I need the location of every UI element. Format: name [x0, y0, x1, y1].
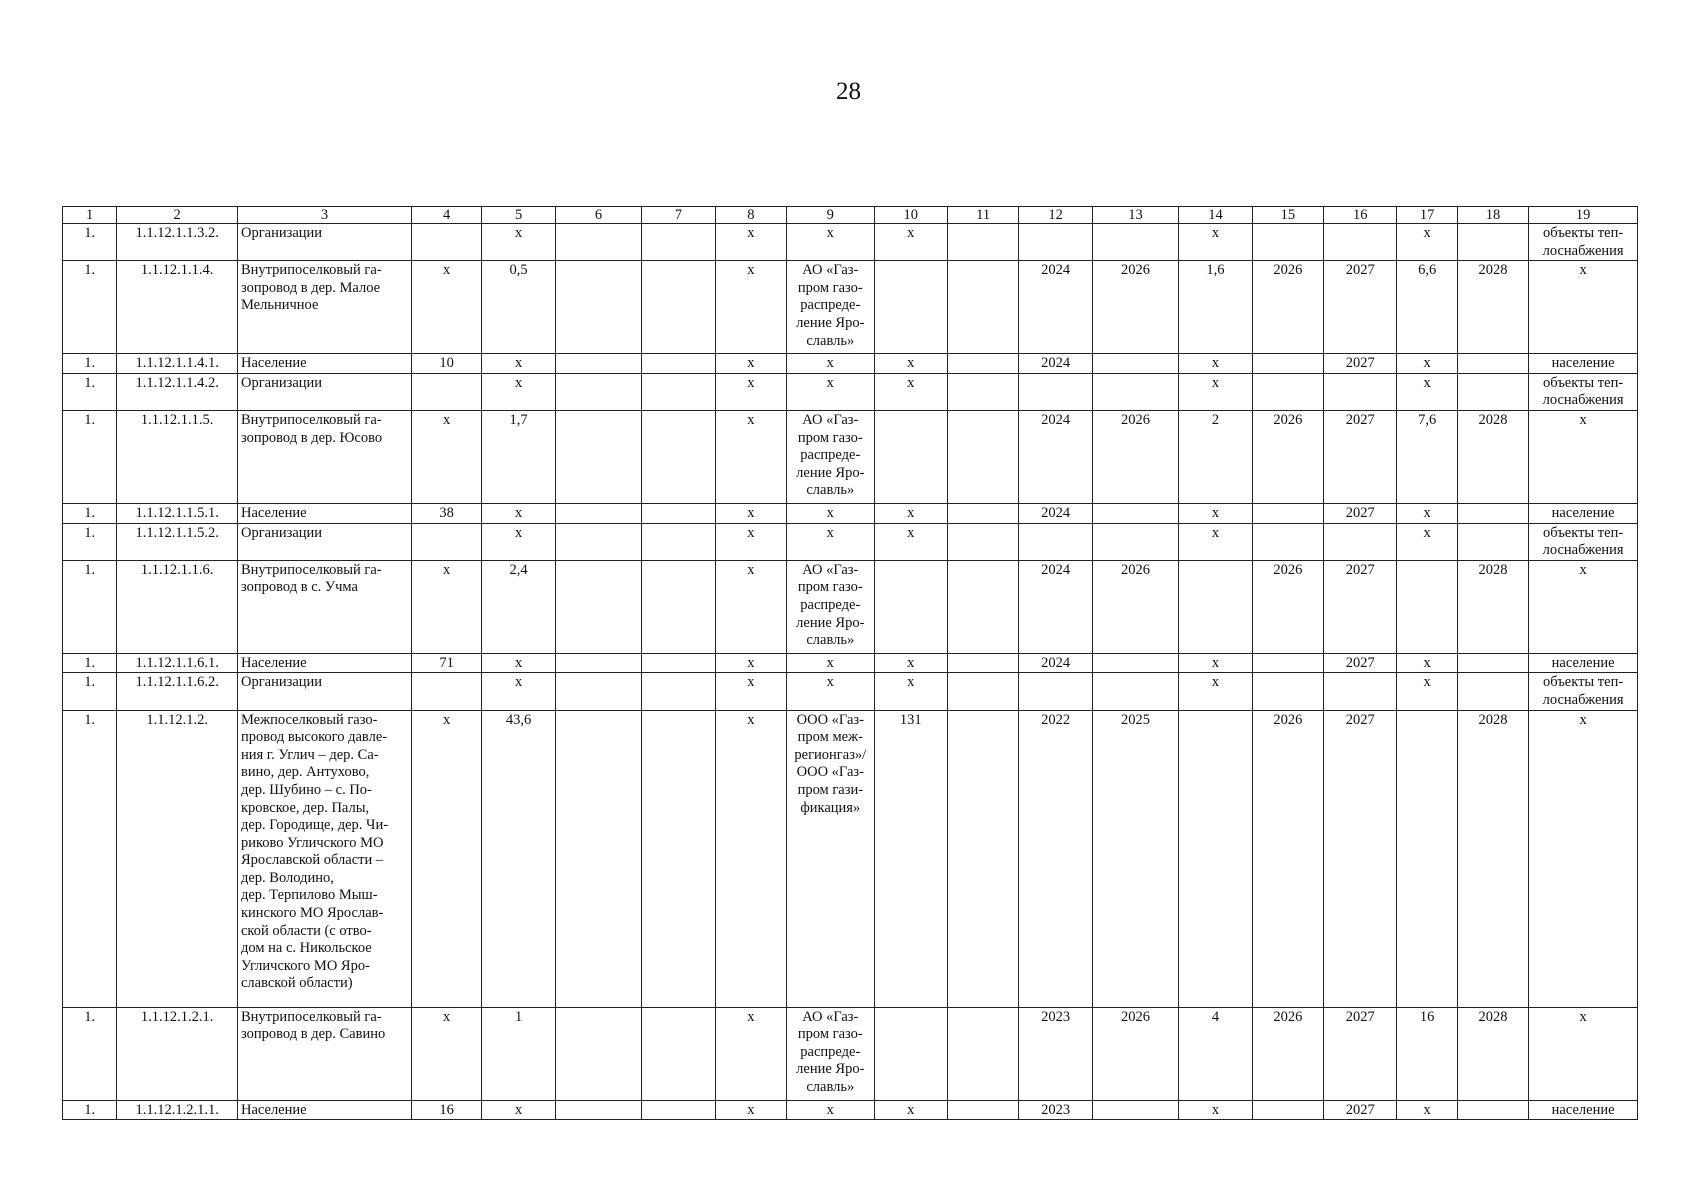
column-header: 2: [117, 207, 238, 224]
table-row: [63, 503, 1638, 523]
column-header: 10: [874, 207, 947, 224]
table-cell: 2026: [1252, 710, 1323, 1007]
table-cell: 1.1.12.1.2.1.1.: [117, 1100, 238, 1120]
table-cell: x: [411, 261, 481, 354]
table-cell: [555, 503, 641, 523]
table-cell: x: [715, 673, 786, 710]
table-cell: x: [787, 354, 874, 374]
table-cell: [642, 224, 715, 261]
column-header: 19: [1529, 207, 1638, 224]
table-cell: [411, 673, 481, 710]
table-cell: [1092, 224, 1178, 261]
table-cell: [555, 1100, 641, 1120]
table-cell: 2: [1179, 410, 1252, 503]
table-cell: 1.1.12.1.1.5.2.: [117, 523, 238, 560]
table-cell: x: [787, 503, 874, 523]
table-cell: [1019, 224, 1092, 261]
table-cell: Население: [237, 354, 411, 374]
column-header: 7: [642, 207, 715, 224]
table-cell: x: [787, 653, 874, 673]
table-cell: [1457, 523, 1528, 560]
table-cell: x: [715, 373, 786, 410]
column-header: 13: [1092, 207, 1178, 224]
table-cell: 2027: [1324, 503, 1397, 523]
table-cell: x: [482, 523, 555, 560]
column-header: 3: [237, 207, 411, 224]
table-cell: Организации: [237, 224, 411, 261]
table-cell: [1092, 523, 1178, 560]
table-cell: 2025: [1092, 710, 1178, 1007]
table-cell: [1324, 523, 1397, 560]
page-number: 28: [836, 78, 861, 105]
table-cell: x: [1397, 224, 1457, 261]
table-cell: [1457, 673, 1528, 710]
table-cell: 1.: [63, 710, 117, 1007]
table-row: [63, 373, 1638, 410]
table-cell: x: [715, 710, 786, 1007]
table-cell: x: [874, 523, 947, 560]
table-cell: 2027: [1324, 410, 1397, 503]
table-row: [63, 354, 1638, 374]
table-cell: [947, 673, 1018, 710]
table-row: [63, 410, 1638, 503]
table-cell: x: [1179, 354, 1252, 374]
table-cell: x: [482, 653, 555, 673]
table-cell: 71: [411, 653, 481, 673]
table-cell: [1324, 673, 1397, 710]
table-cell: [642, 1007, 715, 1100]
table-cell: [1019, 673, 1092, 710]
table-cell: Внутрипоселковый га- зопровод в дер. Юсово: [237, 410, 411, 503]
table-cell: [555, 261, 641, 354]
table-cell: [642, 261, 715, 354]
table-cell: население: [1529, 1100, 1638, 1120]
table-cell: 2026: [1092, 560, 1178, 653]
table-cell: 1.: [63, 373, 117, 410]
table-cell: [642, 373, 715, 410]
table-cell: 2022: [1019, 710, 1092, 1007]
table-cell: Население: [237, 1100, 411, 1120]
table-cell: население: [1529, 354, 1638, 374]
table-cell: x: [715, 410, 786, 503]
table-cell: x: [715, 653, 786, 673]
table-cell: 1.: [63, 224, 117, 261]
table-cell: [1252, 354, 1323, 374]
table-cell: [1252, 224, 1323, 261]
table-cell: 1.1.12.1.1.6.2.: [117, 673, 238, 710]
table-cell: x: [715, 354, 786, 374]
table-cell: 1.1.12.1.2.1.: [117, 1007, 238, 1100]
table-cell: 7,6: [1397, 410, 1457, 503]
table-cell: [947, 224, 1018, 261]
table-cell: x: [1397, 523, 1457, 560]
table-row: [63, 710, 1638, 1007]
table-cell: 1.1.12.1.1.4.: [117, 261, 238, 354]
table-cell: [1252, 503, 1323, 523]
table-cell: [947, 1007, 1018, 1100]
table-cell: 1.: [63, 1007, 117, 1100]
table-cell: x: [482, 224, 555, 261]
table-cell: [1457, 224, 1528, 261]
table-cell: [642, 673, 715, 710]
table-cell: 2027: [1324, 354, 1397, 374]
table-cell: 131: [874, 710, 947, 1007]
table-cell: x: [787, 523, 874, 560]
table-cell: [1457, 354, 1528, 374]
table-cell: x: [1529, 560, 1638, 653]
table-cell: Внутрипоселковый га- зопровод в с. Учма: [237, 560, 411, 653]
table-cell: [947, 373, 1018, 410]
table-cell: x: [411, 710, 481, 1007]
table-cell: 2028: [1457, 1007, 1528, 1100]
table-cell: [555, 373, 641, 410]
table-cell: x: [715, 523, 786, 560]
table-cell: [555, 560, 641, 653]
table-cell: население: [1529, 503, 1638, 523]
column-header: 9: [787, 207, 874, 224]
table-cell: [1397, 710, 1457, 1007]
table-cell: [947, 523, 1018, 560]
table-cell: x: [411, 560, 481, 653]
table-cell: Население: [237, 503, 411, 523]
table-row: [63, 224, 1638, 261]
table-cell: [1092, 503, 1178, 523]
table-row: [63, 1100, 1638, 1120]
table-cell: [1457, 653, 1528, 673]
table-cell: x: [1397, 503, 1457, 523]
table-cell: Межпоселковый газо- провод высокого давле- ния г. Углич – дер. Са- вино, дер. Антухово, дер. Шубино – с. По- кровское, дер. Палы, дер. Городище, дер. Чи- риково Угличского МО Ярославской области – дер. Володино, дер. Терпилово Мыш- кинского МО Ярослав- ской области (с отво- дом на с. Никольское Угличского МО Яро- славской области): [237, 710, 411, 1007]
table-cell: x: [787, 673, 874, 710]
table-cell: Внутрипоселковый га- зопровод в дер. Малое Мельничное: [237, 261, 411, 354]
table-cell: x: [1529, 410, 1638, 503]
table-cell: x: [1179, 523, 1252, 560]
column-header: 6: [555, 207, 641, 224]
header-row: [63, 207, 1638, 224]
table-cell: 1.: [63, 261, 117, 354]
table-cell: 2026: [1252, 560, 1323, 653]
table-cell: [1179, 710, 1252, 1007]
table-cell: 2026: [1092, 1007, 1178, 1100]
table-cell: [947, 354, 1018, 374]
table-cell: 1.1.12.1.2.: [117, 710, 238, 1007]
table-cell: x: [411, 410, 481, 503]
table-cell: 1,6: [1179, 261, 1252, 354]
table-cell: 1.1.12.1.1.6.1.: [117, 653, 238, 673]
table-cell: 2024: [1019, 410, 1092, 503]
table-cell: [1252, 523, 1323, 560]
table-cell: [1092, 673, 1178, 710]
table-cell: [1324, 373, 1397, 410]
table-cell: x: [715, 560, 786, 653]
table-cell: [555, 354, 641, 374]
table-cell: 2024: [1019, 560, 1092, 653]
table-cell: [555, 673, 641, 710]
table-cell: x: [1397, 1100, 1457, 1120]
table-cell: 2,4: [482, 560, 555, 653]
table-cell: x: [411, 1007, 481, 1100]
table-cell: x: [787, 373, 874, 410]
table-cell: [1252, 1100, 1323, 1120]
table-cell: 2028: [1457, 560, 1528, 653]
table-cell: [642, 410, 715, 503]
table-cell: 2027: [1324, 1100, 1397, 1120]
column-header: 5: [482, 207, 555, 224]
table-cell: [1092, 354, 1178, 374]
table-cell: [1092, 373, 1178, 410]
table-cell: [874, 410, 947, 503]
table-cell: 2024: [1019, 261, 1092, 354]
column-header: 14: [1179, 207, 1252, 224]
table-cell: 2027: [1324, 710, 1397, 1007]
table-cell: [642, 560, 715, 653]
table-cell: 2023: [1019, 1100, 1092, 1120]
table-cell: 2027: [1324, 653, 1397, 673]
column-header: 15: [1252, 207, 1323, 224]
table-cell: x: [482, 673, 555, 710]
table-cell: 1.1.12.1.1.4.1.: [117, 354, 238, 374]
table-cell: 1.1.12.1.1.5.: [117, 410, 238, 503]
table-cell: 16: [411, 1100, 481, 1120]
table-cell: 2028: [1457, 261, 1528, 354]
table-cell: [1324, 224, 1397, 261]
table-cell: 1,7: [482, 410, 555, 503]
table-cell: 2027: [1324, 560, 1397, 653]
table-row: [63, 1007, 1638, 1100]
table-cell: x: [715, 224, 786, 261]
table-cell: 1.: [63, 673, 117, 710]
table-cell: x: [1179, 224, 1252, 261]
table-cell: 1.: [63, 560, 117, 653]
table-cell: [555, 410, 641, 503]
table-cell: Внутрипоселковый га- зопровод в дер. Савино: [237, 1007, 411, 1100]
table-cell: 16: [1397, 1007, 1457, 1100]
table-cell: x: [482, 1100, 555, 1120]
table-cell: 2028: [1457, 410, 1528, 503]
table-row: [63, 653, 1638, 673]
table-cell: x: [715, 1100, 786, 1120]
table-cell: x: [715, 1007, 786, 1100]
table-cell: [642, 710, 715, 1007]
table-cell: [555, 224, 641, 261]
table-cell: 38: [411, 503, 481, 523]
table-cell: [642, 503, 715, 523]
table-cell: 2026: [1252, 261, 1323, 354]
table-cell: 1: [482, 1007, 555, 1100]
table-cell: [1252, 373, 1323, 410]
data-table: [62, 206, 1638, 1120]
table-cell: [1179, 560, 1252, 653]
table-cell: [947, 653, 1018, 673]
table-cell: 2026: [1092, 261, 1178, 354]
table-cell: [555, 523, 641, 560]
table-cell: 2028: [1457, 710, 1528, 1007]
table-cell: [947, 503, 1018, 523]
table-row: [63, 560, 1638, 653]
table-cell: АО «Газ- пром газо- распреде- ление Яро- славль»: [787, 1007, 874, 1100]
table-cell: [411, 373, 481, 410]
table-cell: x: [874, 224, 947, 261]
table-cell: [642, 1100, 715, 1120]
table-cell: x: [874, 354, 947, 374]
table-cell: 1.: [63, 653, 117, 673]
table-cell: 1.1.12.1.1.4.2.: [117, 373, 238, 410]
table-row: [63, 523, 1638, 560]
table-cell: x: [1397, 653, 1457, 673]
table-cell: 2024: [1019, 354, 1092, 374]
table-cell: АО «Газ- пром газо- распреде- ление Яро- славль»: [787, 261, 874, 354]
table-cell: x: [1179, 1100, 1252, 1120]
table-cell: x: [874, 373, 947, 410]
table-cell: [947, 1100, 1018, 1120]
table-cell: 2027: [1324, 1007, 1397, 1100]
table-cell: объекты теп- лоснабжения: [1529, 673, 1638, 710]
table-cell: x: [874, 503, 947, 523]
table-cell: [1092, 1100, 1178, 1120]
table-cell: 1.1.12.1.1.6.: [117, 560, 238, 653]
table-cell: [1252, 653, 1323, 673]
table-cell: x: [1179, 653, 1252, 673]
table-cell: [642, 653, 715, 673]
table-cell: x: [787, 224, 874, 261]
table-cell: [874, 1007, 947, 1100]
table-cell: объекты теп- лоснабжения: [1529, 373, 1638, 410]
table-cell: Организации: [237, 523, 411, 560]
table-cell: 2027: [1324, 261, 1397, 354]
table-cell: [642, 354, 715, 374]
table-cell: 2023: [1019, 1007, 1092, 1100]
table-cell: [1252, 673, 1323, 710]
table-cell: [1019, 523, 1092, 560]
table-cell: 1.1.12.1.1.3.2.: [117, 224, 238, 261]
table-cell: x: [1397, 673, 1457, 710]
table-cell: x: [715, 261, 786, 354]
table-cell: 2026: [1252, 410, 1323, 503]
table-cell: x: [787, 1100, 874, 1120]
table-cell: [874, 560, 947, 653]
table-cell: x: [482, 503, 555, 523]
column-header: 1: [63, 207, 117, 224]
table-cell: x: [482, 354, 555, 374]
table-cell: 1.1.12.1.1.5.1.: [117, 503, 238, 523]
table-cell: [1457, 373, 1528, 410]
table-cell: [411, 224, 481, 261]
table-cell: x: [1397, 354, 1457, 374]
table-row: [63, 261, 1638, 354]
table-cell: [642, 523, 715, 560]
table-cell: [1019, 373, 1092, 410]
table-cell: 1.: [63, 410, 117, 503]
table-cell: Организации: [237, 673, 411, 710]
table-cell: [947, 261, 1018, 354]
table-cell: АО «Газ- пром газо- распреде- ление Яро- славль»: [787, 410, 874, 503]
table-row: [63, 673, 1638, 710]
table-cell: 0,5: [482, 261, 555, 354]
table-cell: [1457, 503, 1528, 523]
table-cell: 6,6: [1397, 261, 1457, 354]
column-header: 12: [1019, 207, 1092, 224]
table-cell: 2024: [1019, 503, 1092, 523]
table-cell: x: [1397, 373, 1457, 410]
table-cell: x: [874, 653, 947, 673]
table-cell: x: [715, 503, 786, 523]
column-header: 16: [1324, 207, 1397, 224]
column-header: 17: [1397, 207, 1457, 224]
table-cell: объекты теп- лоснабжения: [1529, 523, 1638, 560]
table-cell: 4: [1179, 1007, 1252, 1100]
table-body: [63, 224, 1638, 1120]
table-cell: x: [874, 1100, 947, 1120]
table-cell: x: [1529, 710, 1638, 1007]
table-cell: Организации: [237, 373, 411, 410]
table-cell: [555, 653, 641, 673]
table-cell: [874, 261, 947, 354]
table-cell: [947, 710, 1018, 1007]
table-cell: 43,6: [482, 710, 555, 1007]
table-cell: [1457, 1100, 1528, 1120]
table-cell: x: [1179, 673, 1252, 710]
table-cell: [947, 560, 1018, 653]
table-cell: [555, 710, 641, 1007]
table-cell: 1.: [63, 354, 117, 374]
table-cell: Население: [237, 653, 411, 673]
column-header: 11: [947, 207, 1018, 224]
table-cell: x: [1529, 261, 1638, 354]
column-header: 8: [715, 207, 786, 224]
column-header: 4: [411, 207, 481, 224]
table-cell: 2024: [1019, 653, 1092, 673]
table-cell: 2026: [1252, 1007, 1323, 1100]
table-cell: население: [1529, 653, 1638, 673]
table-cell: ООО «Газ- пром меж- регионгаз»/ ООО «Газ- пром гази- фикация»: [787, 710, 874, 1007]
table-cell: x: [1529, 1007, 1638, 1100]
table-cell: x: [1179, 503, 1252, 523]
table-cell: 2026: [1092, 410, 1178, 503]
table-cell: [555, 1007, 641, 1100]
table-cell: x: [482, 373, 555, 410]
table-cell: [947, 410, 1018, 503]
table-cell: x: [874, 673, 947, 710]
table-cell: [1397, 560, 1457, 653]
table-cell: [1092, 653, 1178, 673]
table-cell: x: [1179, 373, 1252, 410]
column-header: 18: [1457, 207, 1528, 224]
table-cell: 1.: [63, 523, 117, 560]
table-cell: [411, 523, 481, 560]
table-cell: объекты теп- лоснабжения: [1529, 224, 1638, 261]
table-cell: 1.: [63, 1100, 117, 1120]
table-cell: АО «Газ- пром газо- распреде- ление Яро- славль»: [787, 560, 874, 653]
table-cell: 1.: [63, 503, 117, 523]
table-cell: 10: [411, 354, 481, 374]
